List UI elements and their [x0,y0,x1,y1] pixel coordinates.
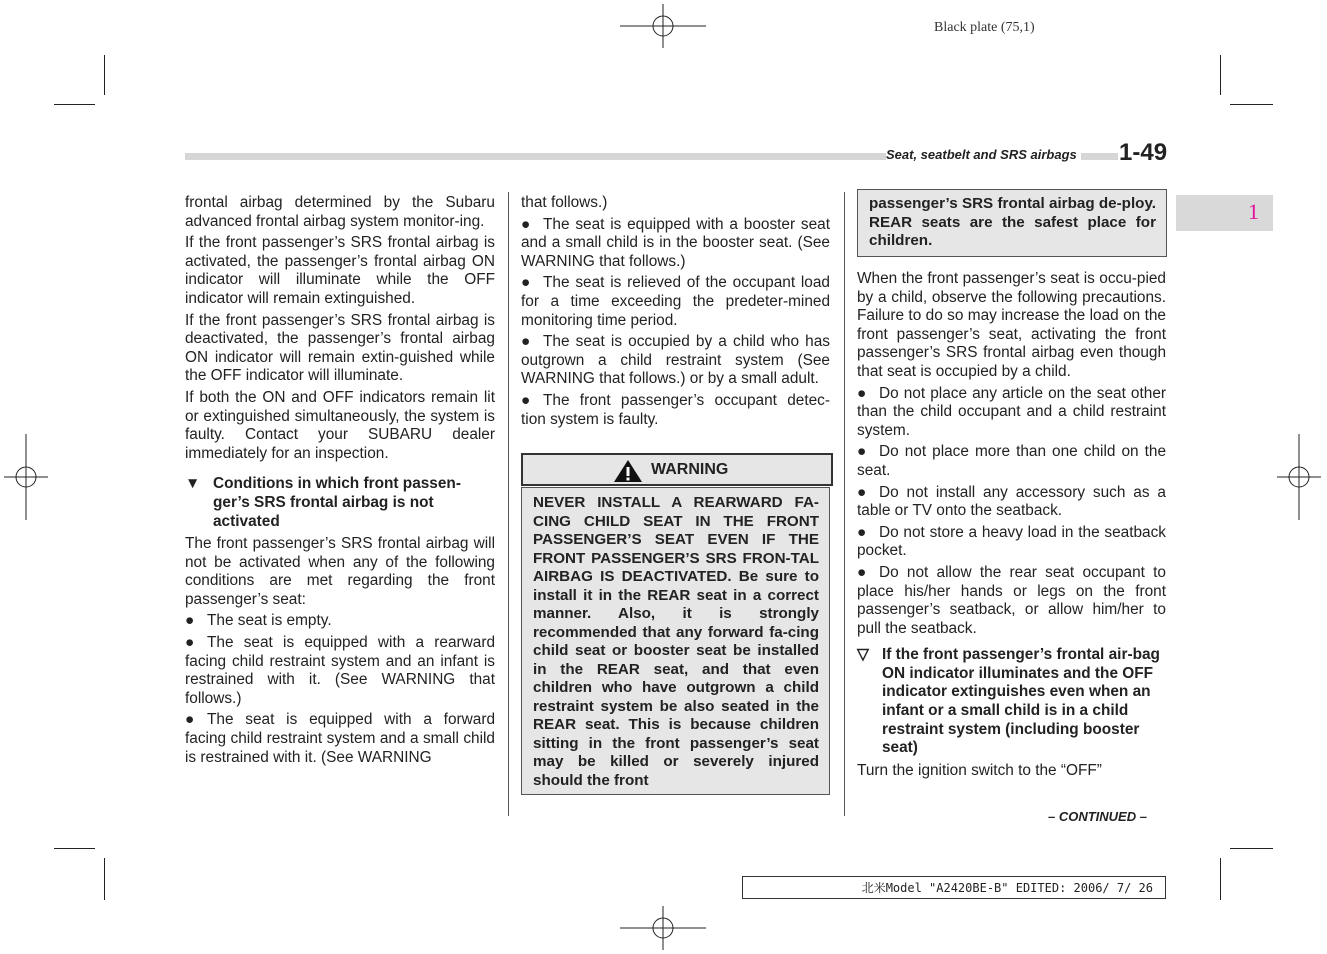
bullet-icon: ● [857,384,867,402]
list-item: ● Do not place more than one child on the seat. [857,443,1166,479]
list-item: ● The seat is equipped with a booster seat and a small child is in the booster seat. (See WARNING that follows.) [521,215,830,270]
bullet-icon: ● [857,443,867,461]
list-item: ● The seat is equipped with a rearward facing child restraint system and an infant is restrained with it. (See WARNING that follows.) [185,634,495,707]
bullet-icon: ● [521,333,531,351]
subheading [185,475,495,531]
bullet-icon: ● [185,634,195,652]
column-2 [521,194,830,432]
subheading-text: If the front passenger’s frontal air-bag ON indicator illuminates and the OFF indicator extinguishes even when an infant or a small child is in a child restraint system (including booster seat) [882,646,1160,757]
footer-text: 北米Model "A2420BE-B" EDITED: 2006/ 7/ 26 [861,881,1153,895]
bullet-icon: ● [185,711,195,729]
paragraph: When the front passenger’s seat is occu-pied by a child, observe the following precautions. Failure to do so may increase the load on the front passenger’s seat, activating the front passenger’s SRS frontal airbag even though that seat is occupied by a child. [857,270,1166,380]
section-title: Seat, seatbelt and SRS airbags [886,147,1081,162]
triangle-down-icon: ▼ [185,475,201,493]
paragraph: If both the ON and OFF indicators remain lit or extinguished simultaneously, the system is faulty. Contact your SUBARU dealer immediately for an inspection. [185,388,495,462]
list-item: ● The front passenger’s occupant detec-tion system is faulty. [521,391,830,428]
bullet-icon: ● [857,483,867,501]
list-item: ● Do not allow the rear seat occupant to place his/her hands or legs on the front passenger’s seatback, or allow him/her to pull the seatback. [857,563,1166,637]
registration-mark-icon [1277,434,1321,520]
bullet-icon: ● [857,523,867,541]
column-3 [857,270,1166,783]
paragraph: that follows.) [521,194,608,211]
registration-mark-icon [4,434,48,520]
list-item: ● The seat is equipped with a forward facing child restraint system and a small child is restrained with it. (See WARNING [185,711,495,766]
chapter-tab [1176,195,1273,231]
warning-text: NEVER INSTALL A REARWARD FA-CING CHILD SEAT IN THE FRONT PASSENGER’S SEAT EVEN IF THE FRONT PASSENGER’S SRS FRON-TAL AIRBAG IS DEACTIVATED. Be sure to install it in the REAR seat in a correct manner. Also, it is strongly recommended that any forward fa-cing child seat or booster seat be installed in the REAR seat, and that even children who have outgrown a child restraint system be also seated in the REAR seat. This is because children sitting in the front passenger’s seat may be killed or severely injured should the front [521,487,830,795]
continued-label: – CONTINUED – [1048,809,1147,824]
list-item: ● Do not store a heavy load in the seatback pocket. [857,523,1166,560]
registration-mark-icon [620,906,706,950]
subheading-text: Conditions in which front passen-ger’s SRS frontal airbag is not activated [213,475,461,530]
warning-continuation: passenger’s SRS frontal airbag de-ploy. REAR seats are the safest place for children. [857,189,1167,257]
list-item: ● Do not place any article on the seat other than the child occupant and a child restraint system. [857,384,1166,439]
paragraph: Turn the ignition switch to the “OFF” [857,761,1102,779]
bullet-icon: ● [521,391,531,409]
paragraph: The front passenger’s SRS frontal airbag will not be activated when any of the following conditions are met regarding the front passenger’s seat: [185,535,495,608]
paragraph: If the front passenger’s SRS frontal airbag is activated, the passenger’s frontal airbag ON indicator will illuminate while the OFF indicator will remain extinguished. [185,234,495,307]
warning-label: WARNING [651,461,729,478]
triangle-outline-icon: ▽ [857,646,869,664]
plate-label: Black plate (75,1) [934,20,1035,35]
bullet-icon: ● [521,215,531,233]
warning-triangle-icon [613,459,643,483]
subheading [857,646,1166,758]
list-item: ● The seat is empty. [185,612,332,630]
column-divider [844,192,845,816]
warning-header [521,453,833,486]
bullet-icon: ● [857,563,867,581]
column-divider [508,192,509,816]
bullet-icon: ● [185,612,195,630]
chapter-tab-number: 1 [1248,199,1259,224]
page-number: 1-49 [1119,139,1168,166]
registration-mark-icon [620,4,706,48]
paragraph: If the front passenger’s SRS frontal airbag is deactivated, the passenger’s frontal airbag ON indicator will remain extin-guished while the OFF indicator will illuminate. [185,311,495,385]
list-item: ● The seat is relieved of the occupant load for a time exceeding the predeter-mined monitoring time period. [521,274,830,329]
column-1 [185,194,495,770]
footer-box [742,876,1166,899]
bullet-icon: ● [521,274,531,292]
list-item: ● Do not install any accessory such as a table or TV onto the seatback. [857,483,1166,520]
paragraph: frontal airbag determined by the Subaru advanced frontal airbag system monitor-ing. [185,194,495,230]
list-item: ● The seat is occupied by a child who has outgrown a child restraint system (See WARNING that follows.) or by a small adult. [521,333,830,388]
